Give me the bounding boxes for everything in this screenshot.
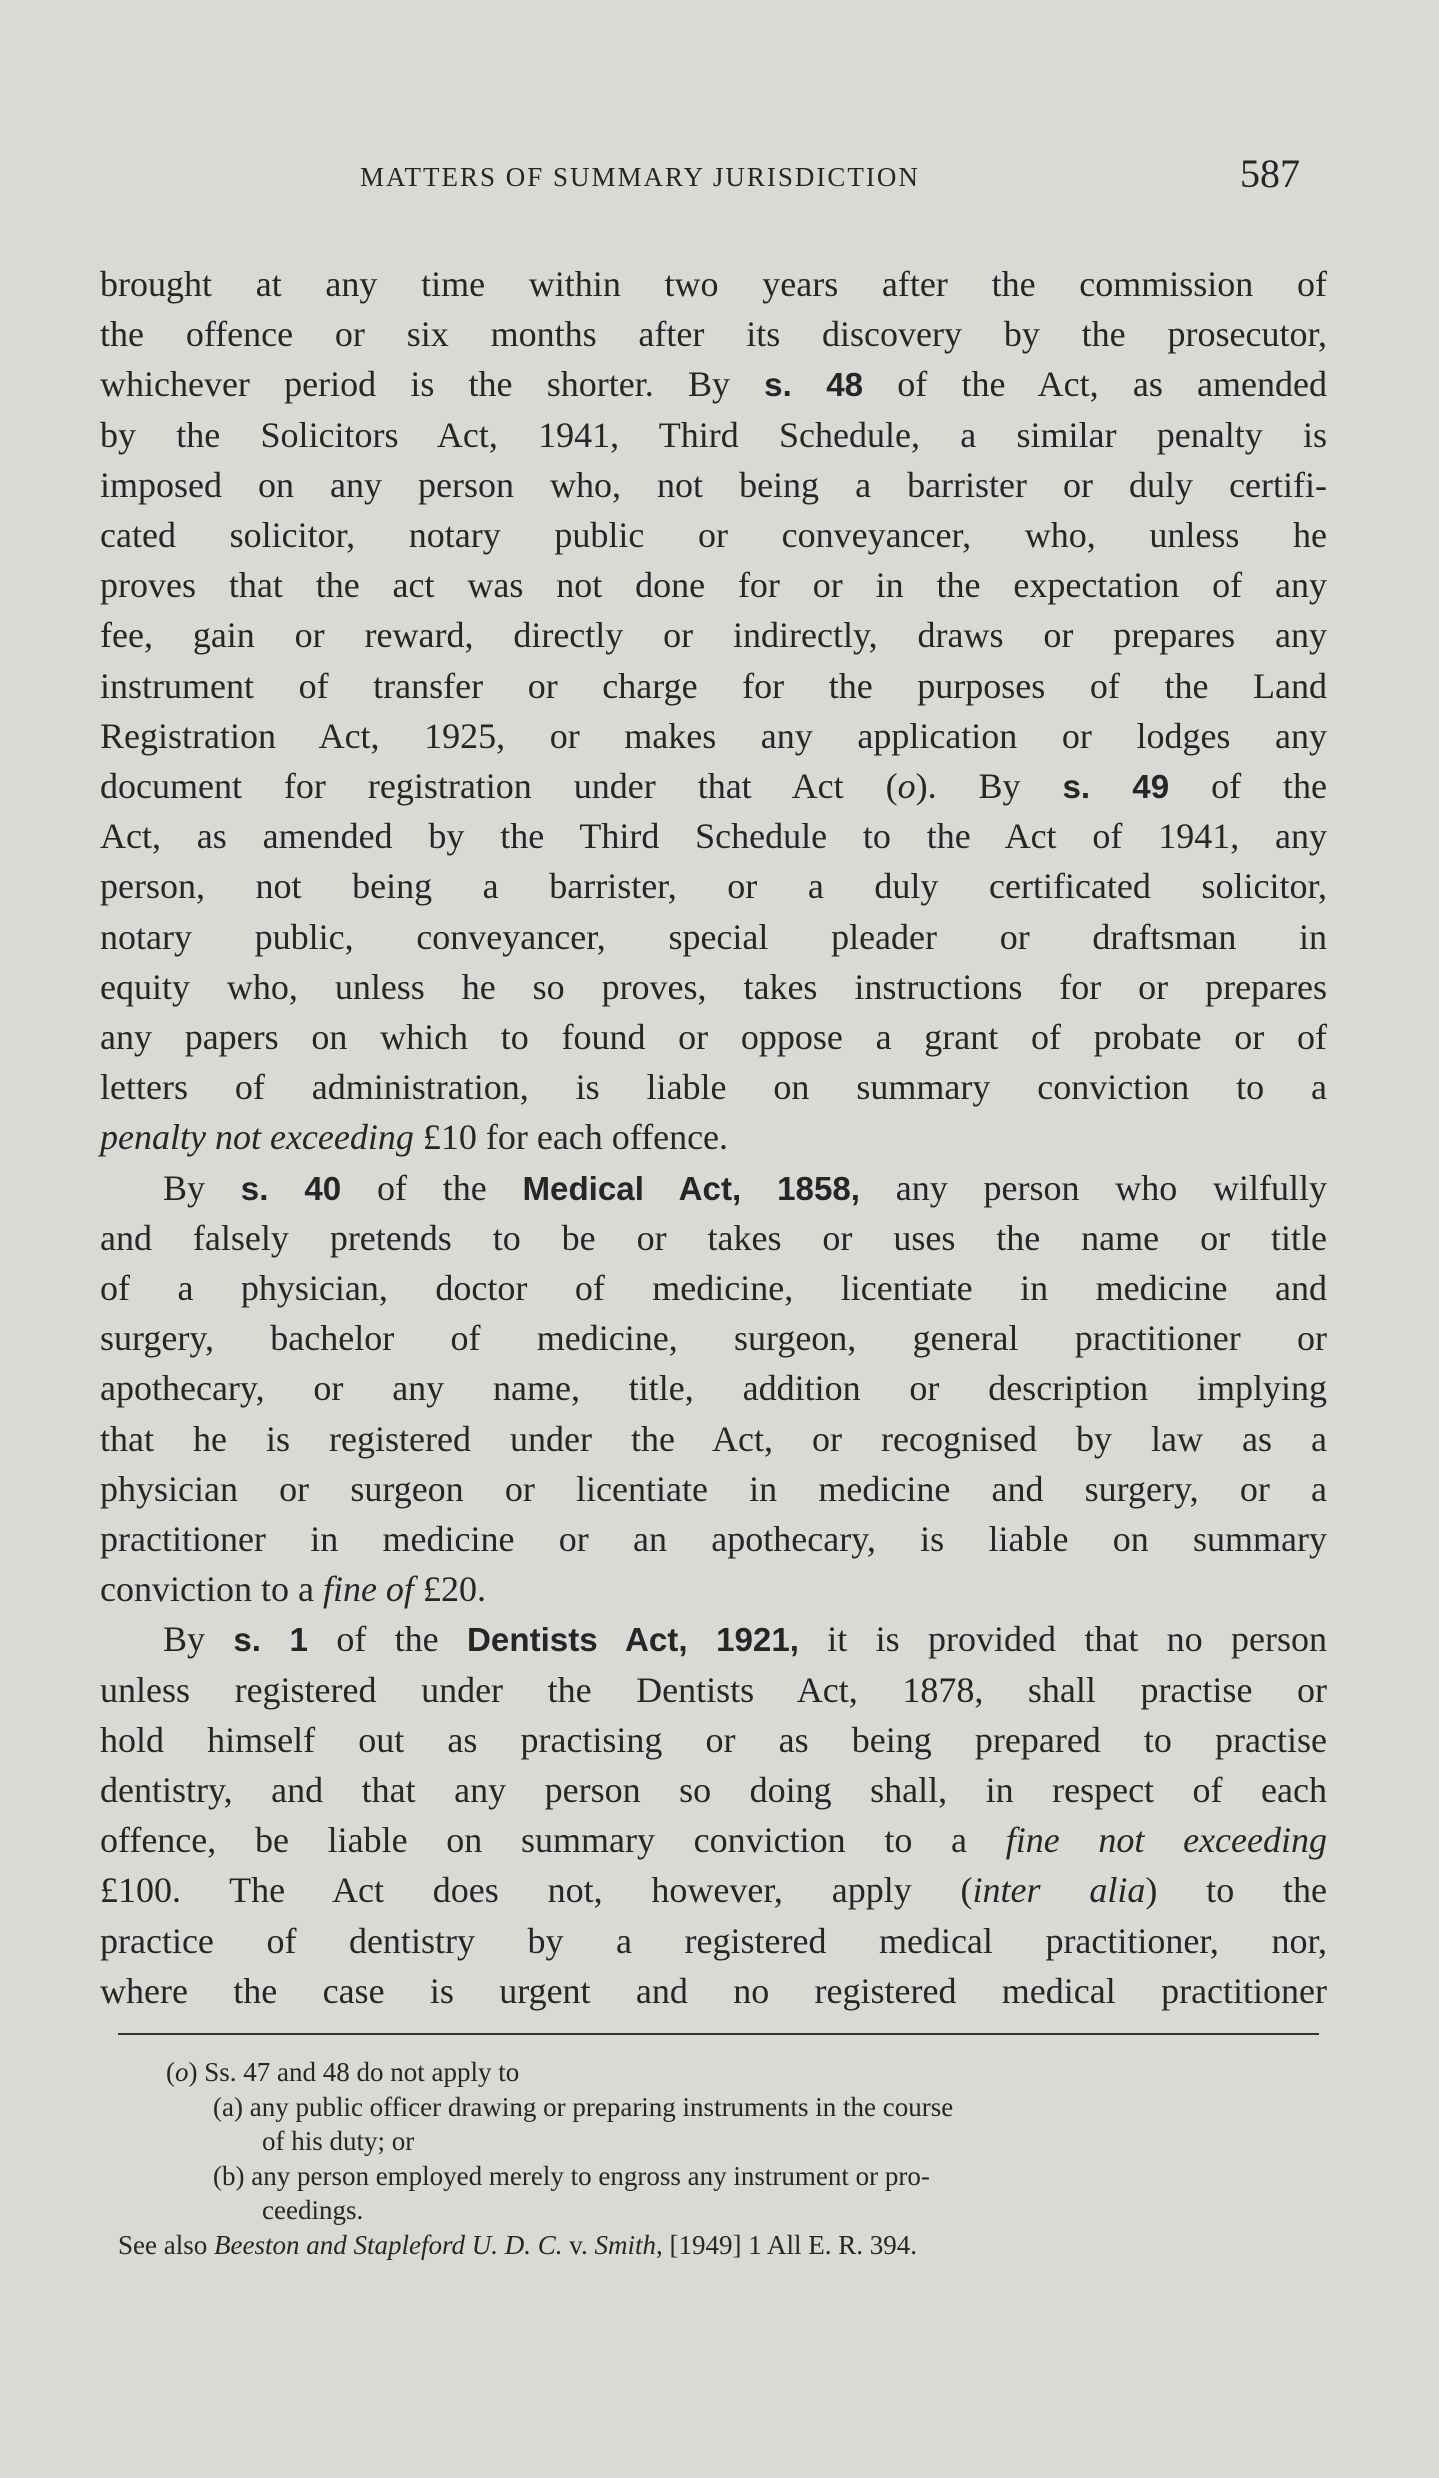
text-line: notary public, conveyancer, special pleader or draftsman in (100, 916, 1327, 957)
bold-citation: s. 1 (233, 1622, 308, 1660)
text-line: practice of dentistry by a registered medical practitioner, nor, (100, 1920, 1327, 1961)
italic-text: penalty not exceeding (100, 1117, 414, 1158)
text-line: dentistry, and that any person so doing shall, in respect of each (100, 1770, 1327, 1810)
text-line: any papers on which to found or oppose a grant of probate or of (100, 1017, 1327, 1057)
text-line: Registration Act, 1925, or makes any application or lodges any (100, 715, 1327, 756)
text-line: £100. The Act does not, however, apply (inter alia) to the (100, 1870, 1327, 1911)
bold-citation: s. 49 (1062, 769, 1170, 806)
bold-citation: s. 48 (764, 367, 864, 405)
text-line: letters of administration, is liable on summary conviction to a (100, 1067, 1327, 1108)
text-line: By s. 40 of the Medical Act, 1858, any person who wilfully (163, 1167, 1327, 1208)
italic-text: inter alia (972, 1870, 1146, 1911)
text-line: apothecary, or any name, title, addition or description implying (100, 1368, 1327, 1409)
text-line: fee, gain or reward, directly or indirectly, draws or prepares any (100, 615, 1327, 656)
text-line: conviction to a fine of £20. (100, 1569, 486, 1610)
text-line: hold himself out as practising or as being prepared to practise (100, 1719, 1327, 1760)
footnote-line: See also Beeston and Stapleford U. D. C. v. Smith, [1949] 1 All E. R. 394. (118, 2229, 917, 2260)
text-line: unless registered under the Dentists Act, 1878, shall practise or (100, 1669, 1327, 1710)
footnote-line: (b) any person employed merely to engross any instrument or pro- (213, 2160, 930, 2191)
text-line: brought at any time within two years after the commission of (100, 264, 1327, 304)
text-line: and falsely pretends to be or takes or uses the name or title (100, 1217, 1327, 1258)
italic-text: fine of (322, 1569, 414, 1610)
text-line: By s. 1 of the Dentists Act, 1921, it is provided that no person (163, 1619, 1328, 1660)
text-line: practitioner in medicine or an apothecary, is liable on summary (100, 1519, 1327, 1559)
footnote-line: ceedings. (262, 2195, 364, 2225)
text-line: the offence or six months after its discovery by the prosecutor, (100, 314, 1327, 355)
text-line: offence, be liable on summary conviction to a fine not exceeding (100, 1820, 1327, 1861)
italic-text: Smith (594, 2229, 656, 2260)
bold-citation: Dentists Act, 1921, (467, 1622, 799, 1660)
text-line: instrument of transfer or charge for the purposes of the Land (100, 665, 1327, 706)
italic-text: fine not exceeding (1005, 1820, 1327, 1861)
text-line: by the Solicitors Act, 1941, Third Schedule, a similar penalty is (100, 414, 1327, 455)
text-line: where the case is urgent and no registered medical practitioner (100, 1970, 1327, 2011)
text-line: whichever period is the shorter. By s. 48 of the Act, as amended (100, 364, 1327, 405)
footnote-line: (o) Ss. 47 and 48 do not apply to (166, 2057, 520, 2087)
running-title: MATTERS OF SUMMARY JURISDICTION (360, 162, 920, 192)
footnote-divider (118, 2033, 1319, 2035)
italic-text: o (897, 766, 916, 806)
text-line: document for registration under that Act (o). By s. 49 of the (100, 766, 1328, 806)
text-line: Act, as amended by the Third Schedule to the Act of 1941, any (100, 816, 1327, 857)
italic-text: o (175, 2057, 189, 2087)
text-line: equity who, unless he so proves, takes instructions for or prepares (100, 966, 1327, 1007)
page-number: 587 (1240, 151, 1300, 196)
text-line: that he is registered under the Act, or recognised by law as a (100, 1418, 1327, 1459)
italic-text: Beeston and Stapleford U. D. C. (213, 2229, 563, 2260)
text-line: person, not being a barrister, or a duly certificated solicitor, (100, 866, 1327, 907)
text-line: penalty not exceeding £10 for each offence. (100, 1117, 729, 1158)
footnote-line: (a) any public officer drawing or preparing instruments in the course (213, 2091, 954, 2122)
bold-citation: s. 40 (240, 1170, 342, 1208)
text-line: imposed on any person who, not being a barrister or duly certifi- (100, 464, 1327, 505)
text-line: proves that the act was not done for or in the expectation of any (100, 565, 1327, 606)
text-line: cated solicitor, notary public or conveyancer, who, unless he (100, 515, 1327, 555)
footnote-line: of his duty; or (262, 2126, 415, 2156)
text-line: of a physician, doctor of medicine, licentiate in medicine and (100, 1268, 1327, 1308)
text-line: surgery, bachelor of medicine, surgeon, general practitioner or (100, 1318, 1327, 1359)
text-line: physician or surgeon or licentiate in medicine and surgery, or a (100, 1468, 1327, 1509)
bold-citation: Medical Act, 1858, (522, 1170, 860, 1208)
